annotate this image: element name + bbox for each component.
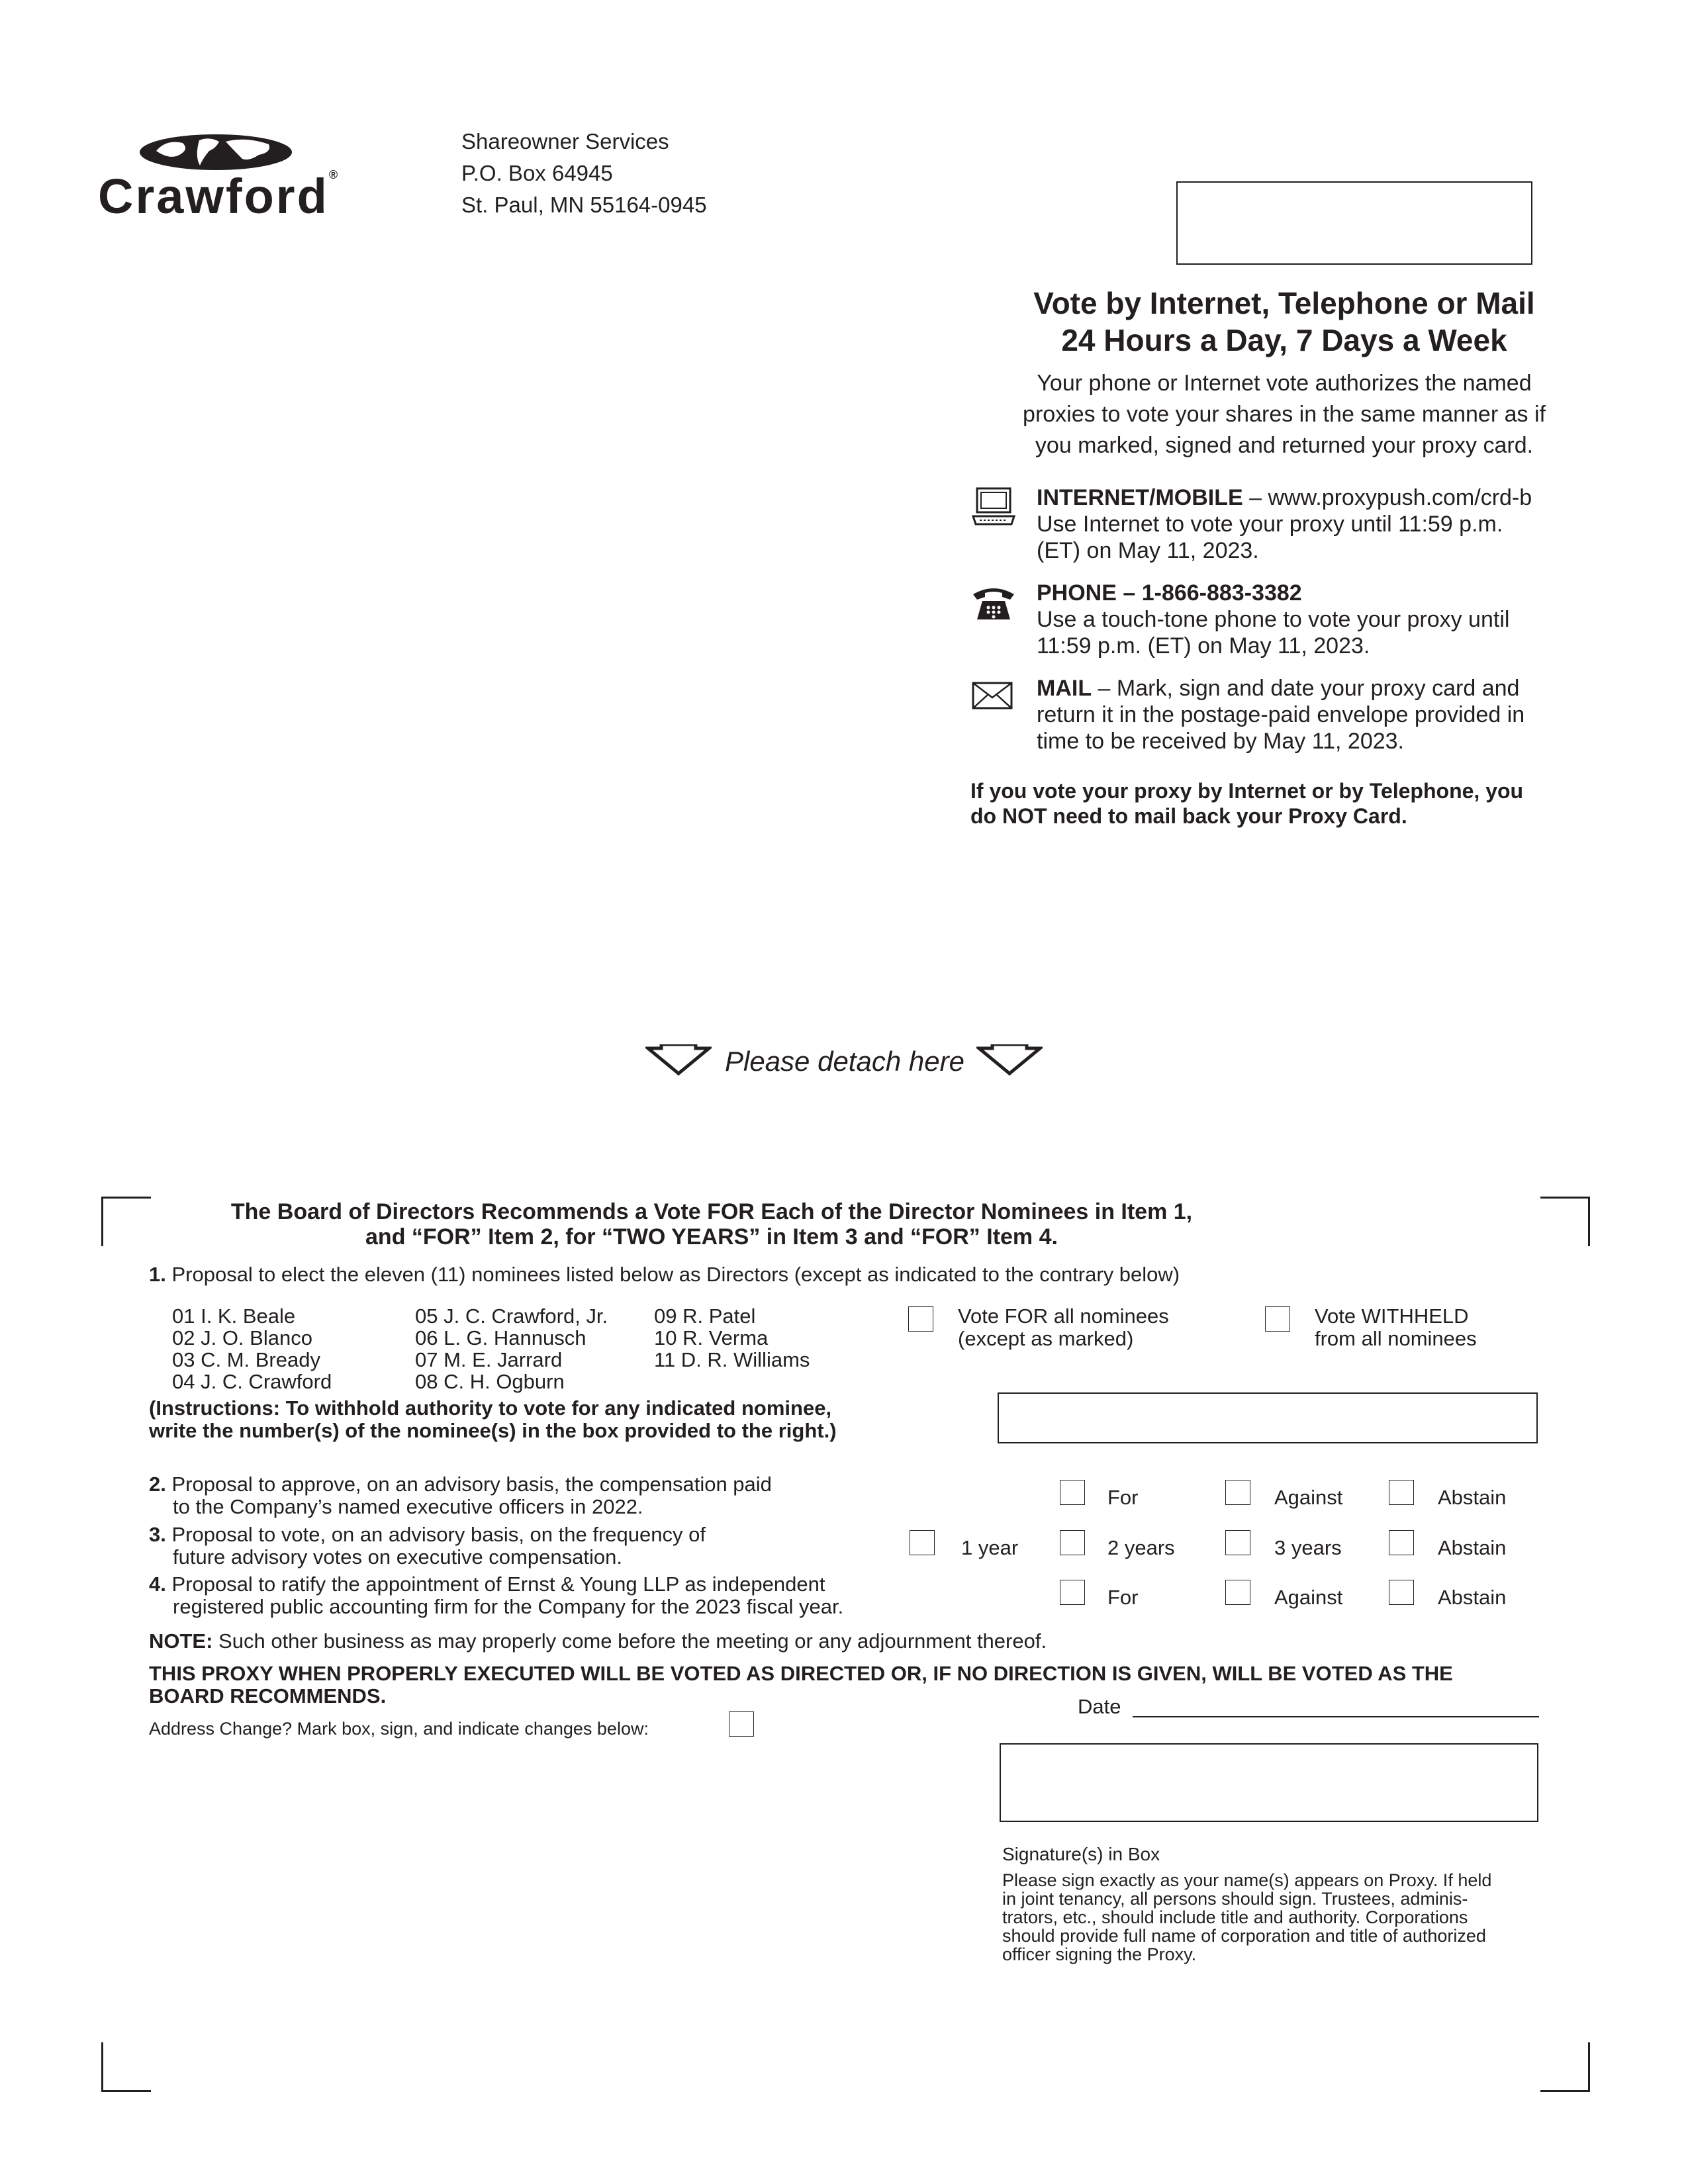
internet-method (970, 484, 1606, 570)
label-line: Vote FOR all nominees (958, 1304, 1169, 1328)
internet-phone-note (970, 778, 1606, 829)
control-number-box (1176, 181, 1532, 265)
nominee: 06 L. G. Hannusch (415, 1326, 586, 1349)
item-text: Proposal to vote, on an advisory basis, on the frequency of (165, 1523, 706, 1546)
signature-instructions (1002, 1871, 1542, 1964)
nominee: 07 M. E. Jarrard (415, 1348, 563, 1371)
sig-note-line: Please sign exactly as your name(s) appears on Proxy. If held (1002, 1870, 1492, 1890)
nominee: 03 C. M. Bready (172, 1348, 320, 1371)
option-label: For (1107, 1486, 1139, 1509)
proxy-statement (149, 1662, 1546, 1707)
heading-line: The Board of Directors Recommends a Vote FOR Each of the Director Nominees in Item 1, (230, 1199, 1193, 1224)
option-label: 1 year (961, 1536, 1019, 1559)
mail-detail: – Mark, sign and date your proxy card and (1092, 676, 1520, 701)
logo-wordmark: Crawford (98, 169, 329, 224)
option-label: Abstain (1438, 1586, 1507, 1609)
item-number: 3. (149, 1523, 166, 1546)
vote-subtitle (953, 368, 1615, 461)
item-text: Proposal to approve, on an advisory basis, the compensation paid (165, 1473, 772, 1496)
option-label: Abstain (1438, 1486, 1507, 1509)
title-line: 24 Hours a Day, 7 Days a Week (1061, 323, 1507, 357)
arrow-down-icon (976, 1044, 1043, 1077)
item3-1year-checkbox[interactable] (910, 1530, 935, 1555)
mail-method (970, 675, 1606, 761)
label-line: from all nominees (1315, 1327, 1477, 1350)
vote-withheld-label (1315, 1305, 1477, 1350)
item3-text (149, 1524, 706, 1569)
address-line: St. Paul, MN 55164-0945 (461, 193, 707, 217)
nominee: 11 D. R. Williams (654, 1348, 810, 1371)
nominee: 10 R. Verma (654, 1326, 769, 1349)
sig-note-line: should provide full name of corporation and title of authorized (1002, 1926, 1486, 1946)
sig-note-line: officer signing the Proxy. (1002, 1944, 1197, 1964)
label-line: (except as marked) (958, 1327, 1134, 1350)
mail-label: MAIL (1037, 676, 1092, 701)
phone-detail: Use a touch-tone phone to vote your proxy until (1037, 607, 1510, 632)
item-number: 4. (149, 1572, 166, 1596)
note-text: Such other business as may properly come before the meeting or any adjournment thereof. (212, 1629, 1047, 1653)
item2-against-checkbox[interactable] (1225, 1480, 1250, 1505)
note-line: If you vote your proxy by Internet or by Telephone, you (970, 779, 1524, 803)
telephone-icon (970, 582, 1017, 622)
item4-abstain-checkbox[interactable] (1389, 1580, 1414, 1605)
nominee: 04 J. C. Crawford (172, 1370, 332, 1393)
item-number: 2. (149, 1473, 166, 1496)
internet-label: INTERNET/MOBILE (1037, 485, 1243, 510)
crop-mark (1540, 2042, 1590, 2092)
heading-line: and “FOR” Item 2, for “TWO YEARS” in Item 3 and “FOR” Item 4. (365, 1224, 1058, 1250)
detach-line (645, 1040, 1056, 1087)
option-label: For (1107, 1586, 1139, 1609)
withhold-nominee-input[interactable] (998, 1392, 1538, 1443)
instr-line: write the number(s) of the nominee(s) in the box provided to the right.) (149, 1419, 837, 1442)
vote-for-all-checkbox[interactable] (908, 1306, 933, 1332)
sig-note-line: trators, etc., should include title and authority. Corporations (1002, 1907, 1468, 1927)
item4-text (149, 1573, 843, 1618)
option-label: Abstain (1438, 1536, 1507, 1559)
crawford-logo (98, 132, 376, 224)
note-label: NOTE: (149, 1629, 213, 1653)
vote-withheld-checkbox[interactable] (1265, 1306, 1290, 1332)
internet-detail: (ET) on May 11, 2023. (1037, 538, 1259, 563)
item2-abstain-checkbox[interactable] (1389, 1480, 1414, 1505)
address-line: P.O. Box 64945 (461, 161, 613, 185)
note-line: do NOT need to mail back your Proxy Card. (970, 804, 1407, 828)
arrow-down-icon (645, 1044, 712, 1077)
item-text: Proposal to elect the eleven (11) nominees listed below as Directors (except as indicated to the contrary below) (165, 1263, 1180, 1286)
computer-icon (970, 487, 1017, 527)
vote-for-all-label (958, 1305, 1169, 1350)
nominee: 09 R. Patel (654, 1304, 756, 1328)
registered-mark: ® (328, 168, 340, 181)
signature-box[interactable] (1000, 1743, 1538, 1822)
item-text: to the Company’s named executive officers in 2022. (173, 1495, 643, 1518)
mail-detail: time to be received by May 11, 2023. (1037, 729, 1405, 754)
item-text: future advisory votes on executive compensation. (173, 1545, 622, 1569)
address-change-checkbox[interactable] (729, 1711, 754, 1737)
phone-detail: 11:59 p.m. (ET) on May 11, 2023. (1037, 633, 1370, 659)
nominee: 05 J. C. Crawford, Jr. (415, 1304, 608, 1328)
envelope-icon (970, 678, 1017, 717)
option-label: Against (1274, 1486, 1343, 1509)
nominee: 01 I. K. Beale (172, 1304, 296, 1328)
proxy-line: BOARD RECOMMENDS. (149, 1684, 387, 1707)
phone-label: PHONE – 1-866-883-3382 (1037, 580, 1302, 606)
vote-title (953, 285, 1615, 359)
item4-for-checkbox[interactable] (1060, 1580, 1085, 1605)
detach-label: Please detach here (725, 1046, 964, 1077)
date-label: Date (1078, 1695, 1121, 1718)
option-label: Against (1274, 1586, 1343, 1609)
address-line: Shareowner Services (461, 129, 669, 154)
internet-url[interactable]: – www.proxypush.com/crd-b (1243, 485, 1532, 510)
address-change-label: Address Change? Mark box, sign, and indicate changes below: (149, 1719, 649, 1739)
internet-detail: Use Internet to vote your proxy until 11:59 p.m. (1037, 512, 1503, 537)
mail-detail: return it in the postage-paid envelope provided in (1037, 702, 1525, 727)
item3-abstain-checkbox[interactable] (1389, 1530, 1414, 1555)
item2-text (149, 1473, 772, 1518)
instr-line: (Instructions: To withhold authority to vote for any indicated nominee, (149, 1396, 832, 1420)
subtitle-line: proxies to vote your shares in the same manner as if (1023, 402, 1546, 427)
option-label: 2 years (1107, 1536, 1175, 1559)
item1-text (149, 1263, 1180, 1286)
board-recommendation-heading (132, 1199, 1291, 1250)
item3-3years-checkbox[interactable] (1225, 1530, 1250, 1555)
crop-mark (1540, 1197, 1590, 1246)
title-line: Vote by Internet, Telephone or Mail (1033, 286, 1535, 320)
option-label: 3 years (1274, 1536, 1342, 1559)
item3-2years-checkbox[interactable] (1060, 1530, 1085, 1555)
label-line: Vote WITHHELD (1315, 1304, 1469, 1328)
withhold-instructions (149, 1397, 837, 1442)
phone-method (970, 580, 1606, 666)
sig-note-line: in joint tenancy, all persons should sign. Trustees, adminis- (1002, 1889, 1468, 1909)
crop-mark (101, 2042, 151, 2092)
nominee: 02 J. O. Blanco (172, 1326, 312, 1349)
item-number: 1. (149, 1263, 166, 1286)
note (149, 1630, 1047, 1653)
subtitle-line: you marked, signed and returned your proxy card. (1035, 433, 1534, 458)
return-address (461, 126, 707, 221)
date-input-line[interactable] (1133, 1716, 1539, 1717)
item4-against-checkbox[interactable] (1225, 1580, 1250, 1605)
item2-for-checkbox[interactable] (1060, 1480, 1085, 1505)
subtitle-line: Your phone or Internet vote authorizes the named (1037, 371, 1532, 396)
signature-label: Signature(s) in Box (1002, 1844, 1160, 1864)
proxy-line: THIS PROXY WHEN PROPERLY EXECUTED WILL BE VOTED AS DIRECTED OR, IF NO DIRECTION IS GIVEN, WILL BE VOTED AS THE (149, 1662, 1453, 1685)
item-text: registered public accounting firm for the Company for the 2023 fiscal year. (173, 1595, 844, 1618)
item-text: Proposal to ratify the appointment of Ernst & Young LLP as independent (165, 1572, 825, 1596)
globe-icon (136, 132, 295, 172)
nominee: 08 C. H. Ogburn (415, 1370, 565, 1393)
